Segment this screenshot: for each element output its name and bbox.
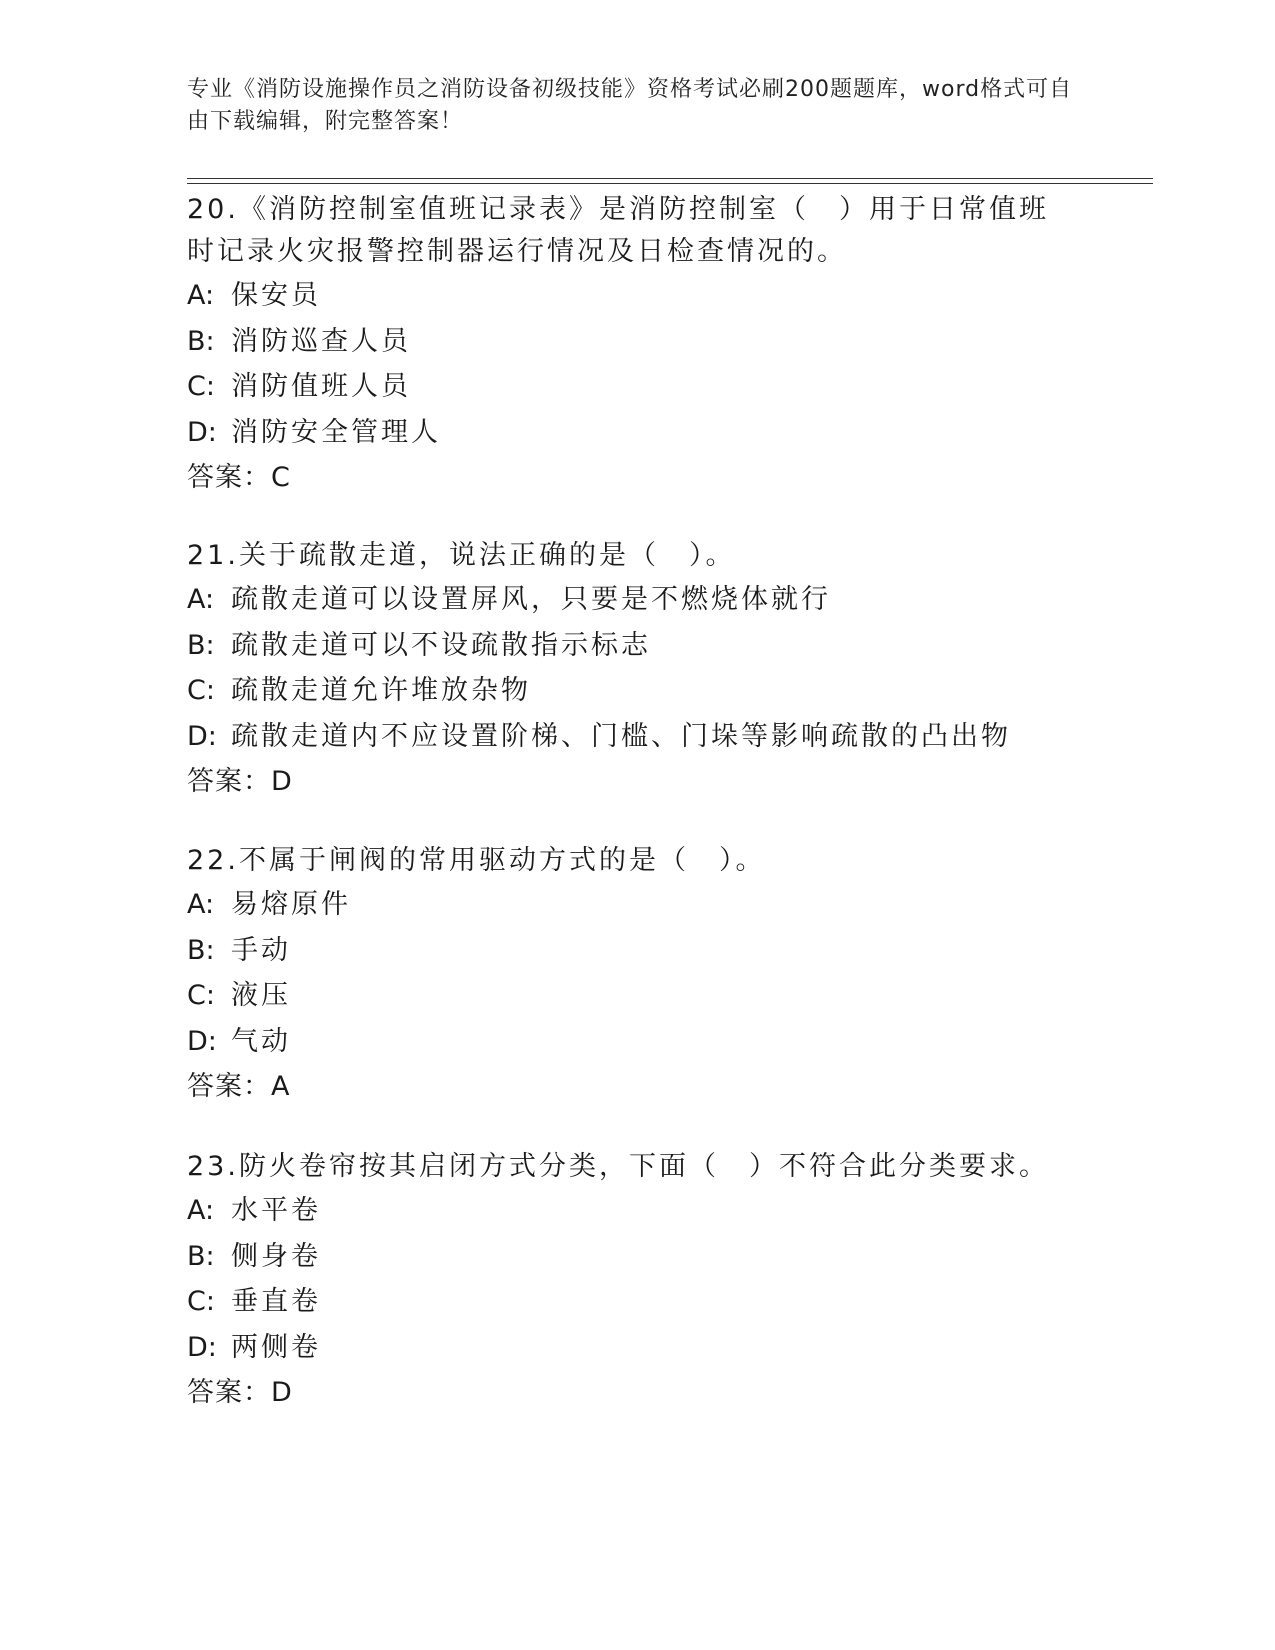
- answer-value: A: [271, 1071, 291, 1102]
- option-letter: A:: [187, 1195, 215, 1226]
- option-letter: D:: [187, 720, 217, 752]
- option-d: [187, 1019, 1077, 1065]
- option-letter: B:: [187, 934, 215, 966]
- question-stem: 21.关于疏散走道，说法正确的是（ ）。: [187, 540, 736, 571]
- option-c: [187, 1279, 1077, 1325]
- option-letter: B:: [187, 1240, 215, 1272]
- option-letter: B:: [187, 325, 215, 357]
- option-c: [187, 973, 1077, 1019]
- answer-value: C: [271, 462, 291, 493]
- question-22: [187, 840, 1077, 1110]
- answer-label: 答案：: [187, 1071, 271, 1102]
- option-letter: B:: [187, 629, 215, 661]
- answer-line: [187, 1370, 1077, 1416]
- option-text: 两侧卷: [231, 1331, 321, 1363]
- option-letter: C:: [187, 675, 215, 706]
- option-text: 水平卷: [231, 1195, 321, 1226]
- header-divider-top: [187, 178, 1153, 179]
- question-21: [187, 535, 1077, 805]
- option-b: [187, 928, 1077, 974]
- option-letter: D:: [187, 416, 217, 448]
- option-letter: A:: [187, 584, 215, 615]
- option-d: [187, 714, 1077, 760]
- option-d: [187, 410, 1077, 456]
- option-text: 疏散走道内不应设置阶梯、门槛、门垛等影响疏散的凸出物: [231, 720, 1011, 752]
- option-letter: D:: [187, 1331, 217, 1363]
- option-letter: A:: [187, 280, 215, 311]
- option-a: [187, 273, 1077, 319]
- option-a: [187, 882, 1077, 928]
- option-a: [187, 577, 1077, 623]
- question-stem: 20.《消防控制室值班记录表》是消防控制室（ ）用于日常值班时记录火灾报警控制器运行情况及日检查情况的。: [187, 194, 1049, 267]
- option-text: 疏散走道可以不设疏散指示标志: [231, 629, 651, 661]
- answer-value: D: [271, 766, 293, 797]
- header-divider-bottom: [187, 183, 1153, 184]
- answer-label: 答案：: [187, 766, 271, 797]
- option-text: 气动: [231, 1025, 291, 1057]
- question-stem: 23.防火卷帘按其启闭方式分类，下面（ ）不符合此分类要求。: [187, 1151, 1049, 1182]
- option-letter: C:: [187, 980, 215, 1011]
- answer-line: [187, 1064, 1077, 1110]
- answer-line: [187, 759, 1077, 805]
- option-b: [187, 623, 1077, 669]
- option-d: [187, 1325, 1077, 1371]
- document-header: 专业《消防设施操作员之消防设备初级技能》资格考试必刷200题题库，word格式可自由下载编辑，附完整答案！: [187, 77, 1073, 134]
- answer-value: D: [271, 1377, 293, 1408]
- answer-line: [187, 455, 1077, 501]
- question-23: [187, 1146, 1077, 1416]
- option-text: 侧身卷: [231, 1240, 321, 1272]
- option-letter: C:: [187, 1286, 215, 1317]
- question-stem: 22.不属于闸阀的常用驱动方式的是（ ）。: [187, 845, 766, 876]
- option-b: [187, 319, 1077, 365]
- option-text: 易熔原件: [231, 889, 351, 920]
- option-text: 疏散走道可以设置屏风，只要是不燃烧体就行: [231, 584, 831, 615]
- answer-label: 答案：: [187, 1377, 271, 1408]
- option-letter: D:: [187, 1025, 217, 1057]
- option-text: 保安员: [231, 280, 321, 311]
- option-c: [187, 668, 1077, 714]
- option-text: 疏散走道允许堆放杂物: [231, 675, 531, 706]
- option-text: 手动: [231, 934, 291, 966]
- answer-label: 答案：: [187, 462, 271, 493]
- option-text: 消防巡查人员: [231, 325, 411, 357]
- option-text: 消防值班人员: [231, 371, 411, 402]
- option-c: [187, 364, 1077, 410]
- question-20: [187, 189, 1077, 501]
- option-text: 液压: [231, 980, 291, 1011]
- option-text: 消防安全管理人: [231, 416, 441, 448]
- option-b: [187, 1234, 1077, 1280]
- option-a: [187, 1188, 1077, 1234]
- option-letter: C:: [187, 371, 215, 402]
- option-text: 垂直卷: [231, 1286, 321, 1317]
- option-letter: A:: [187, 889, 215, 920]
